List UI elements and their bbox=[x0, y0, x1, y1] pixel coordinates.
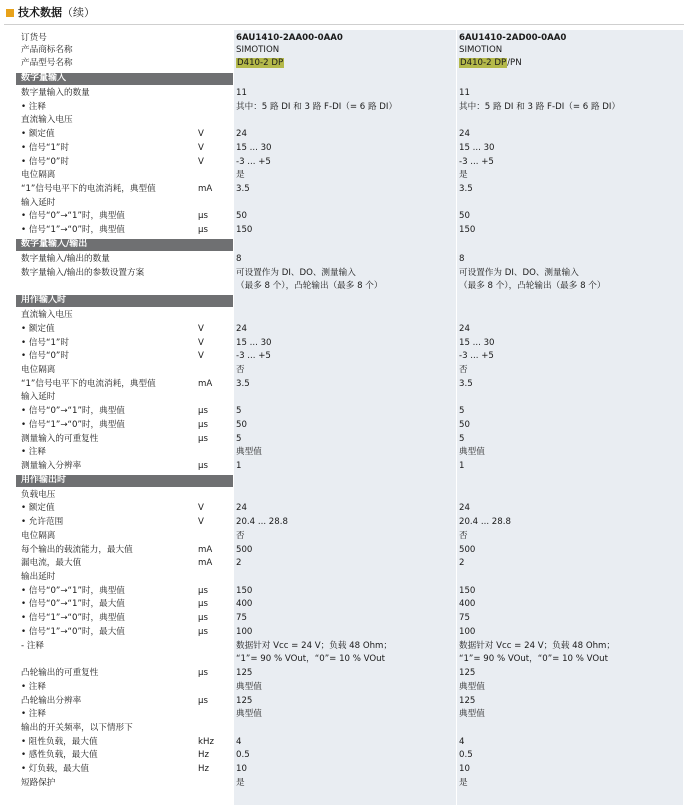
section-header bbox=[16, 294, 683, 308]
spec-value-col1: 100 bbox=[236, 626, 253, 637]
spec-label: • 信号“0”→“1”时，典型值 bbox=[21, 211, 125, 222]
spec-unit: μs bbox=[198, 613, 208, 624]
spec-label: • 信号“1”时 bbox=[21, 337, 69, 348]
spec-label: • 注释 bbox=[21, 101, 46, 112]
spec-label: 数字量输入/输出的数量 bbox=[21, 253, 110, 264]
spec-label: 电位隔离 bbox=[21, 530, 56, 541]
spec-value-col2: 50 bbox=[459, 211, 470, 222]
spec-value-col1: 24 bbox=[236, 503, 247, 514]
spec-value-col2: 11 bbox=[459, 88, 470, 98]
spec-value-col2: 数据针对 Vcc = 24 V；负载 48 Ohm； bbox=[459, 640, 616, 651]
spec-unit: V bbox=[198, 323, 204, 334]
spec-label: • 信号“1”→“0”时，典型值 bbox=[21, 419, 125, 430]
spec-value-col2: 50 bbox=[459, 419, 470, 430]
spec-unit: kHz bbox=[198, 736, 214, 747]
spec-label: • 信号“0”时 bbox=[21, 156, 69, 167]
spec-value-col1: 75 bbox=[236, 613, 247, 624]
spec-label: 输出的开关频率，以下情形下 bbox=[21, 722, 133, 733]
spec-value-col2: 150 bbox=[459, 585, 476, 596]
spec-value-col1: “1”= 90 % VOut，“0”= 10 % VOut bbox=[236, 654, 385, 665]
spec-value-col1: -3 ... +5 bbox=[236, 156, 271, 167]
spec-value-col2: 75 bbox=[459, 613, 470, 624]
spec-value-col2: 150 bbox=[459, 225, 476, 236]
col1-model-highlight: D410-2 DP bbox=[237, 58, 284, 68]
spec-value-col2: 其中：5 路 DI 和 3 路 F-DI（= 6 路 DI） bbox=[459, 101, 621, 112]
spec-unit: Hz bbox=[198, 750, 209, 761]
spec-label: 凸轮输出分辨率 bbox=[21, 695, 82, 706]
spec-value-col1: 10 bbox=[236, 764, 247, 775]
section-header bbox=[16, 474, 683, 488]
spec-value-col2: 400 bbox=[459, 599, 476, 610]
spec-label: 负载电压 bbox=[21, 489, 56, 500]
col2-order-number: 6AU1410-2AD00-0AA0 bbox=[459, 33, 567, 43]
spec-value-col2: “1”= 90 % VOut，“0”= 10 % VOut bbox=[459, 654, 608, 665]
page-title-suffix: （续） bbox=[62, 6, 95, 19]
model-name-label: 产品型号名称 bbox=[21, 58, 73, 68]
spec-unit: μs bbox=[198, 419, 208, 430]
section-header bbox=[16, 72, 683, 86]
spec-label: • 信号“0”→“1”时，典型值 bbox=[21, 406, 125, 417]
spec-unit: V bbox=[198, 142, 204, 153]
spec-label: 每个输出的载流能力，最大值 bbox=[21, 544, 133, 555]
spec-value-col1: 典型值 bbox=[236, 681, 262, 692]
spec-label: 输入延时 bbox=[21, 197, 56, 208]
spec-label: • 信号“1”→“0”时，典型值 bbox=[21, 613, 125, 624]
spec-value-col1: 20.4 ... 28.8 bbox=[236, 517, 288, 528]
section-header-label: 用作输出时 bbox=[21, 474, 67, 485]
page-title-main: 技术数据 bbox=[18, 6, 62, 19]
spec-value-col1: 可设置作为 DI、DO、测量输入 bbox=[236, 267, 356, 278]
spec-value-col1: 1 bbox=[236, 461, 242, 471]
spec-label: 凸轮输出的可重复性 bbox=[21, 668, 99, 679]
spec-label: 直流输入电压 bbox=[21, 115, 73, 126]
spec-value-col1: 其中：5 路 DI 和 3 路 F-DI（= 6 路 DI） bbox=[236, 101, 398, 112]
spec-unit: μs bbox=[198, 626, 208, 637]
spec-label: 数字量输入/输出的参数设置方案 bbox=[21, 267, 145, 278]
spec-value-col1: 400 bbox=[236, 599, 253, 610]
spec-value-col2: 否 bbox=[459, 364, 468, 375]
trade-name-label: 产品商标名称 bbox=[21, 45, 73, 55]
spec-value-col1: 3.5 bbox=[236, 184, 250, 195]
col2-model-highlight: D410-2 DP bbox=[460, 58, 507, 68]
spec-label: • 信号“1”时 bbox=[21, 142, 69, 153]
spec-value-col2: 是 bbox=[459, 777, 468, 788]
spec-label: • 注释 bbox=[21, 447, 46, 458]
spec-value-col1: （最多 8 个），凸轮输出（最多 8 个） bbox=[236, 281, 383, 292]
spec-value-col1: 4 bbox=[236, 736, 242, 747]
col2-model-name bbox=[459, 58, 522, 68]
spec-value-col1: 2 bbox=[236, 558, 242, 569]
spec-value-col2: 0.5 bbox=[459, 750, 473, 761]
spec-value-col2: 24 bbox=[459, 503, 470, 514]
spec-label: • 信号“1”→“0”时，最大值 bbox=[21, 626, 125, 637]
spec-value-col2: 1 bbox=[459, 461, 465, 471]
spec-unit: μs bbox=[198, 585, 208, 596]
spec-value-col2: 20.4 ... 28.8 bbox=[459, 517, 511, 528]
spec-value-col2: 125 bbox=[459, 695, 476, 706]
spec-value-col1: 否 bbox=[236, 530, 245, 541]
spec-value-col1: 24 bbox=[236, 129, 247, 140]
spec-value-col2: 125 bbox=[459, 668, 476, 679]
spec-label: “1”信号电平下的电流消耗，典型值 bbox=[21, 184, 156, 195]
section-header-label: 用作输入时 bbox=[21, 295, 67, 306]
spec-value-col1: 否 bbox=[236, 364, 245, 375]
spec-value-col1: 500 bbox=[236, 544, 253, 555]
spec-label: 测量输入的可重复性 bbox=[21, 433, 99, 444]
spec-value-col1: 15 ... 30 bbox=[236, 337, 272, 348]
spec-label: 输入延时 bbox=[21, 392, 56, 403]
spec-unit: mA bbox=[198, 378, 213, 389]
section-header-label: 数字量输入 bbox=[21, 73, 67, 83]
spec-value-col2: 15 ... 30 bbox=[459, 142, 495, 153]
spec-label: • 注释 bbox=[21, 709, 46, 720]
spec-label: 输出延时 bbox=[21, 572, 56, 583]
spec-value-col1: 125 bbox=[236, 668, 253, 679]
spec-value-col2: 是 bbox=[459, 170, 468, 181]
spec-value-col2: -3 ... +5 bbox=[459, 156, 494, 167]
spec-value-col2: 否 bbox=[459, 530, 468, 541]
spec-value-col2: （最多 8 个），凸轮输出（最多 8 个） bbox=[459, 281, 606, 292]
spec-unit: μs bbox=[198, 695, 208, 706]
spec-label: “1”信号电平下的电流消耗，典型值 bbox=[21, 378, 156, 389]
spec-label: • 灯负载，最大值 bbox=[21, 764, 89, 775]
spec-label: • 额定值 bbox=[21, 503, 55, 514]
section-header-label: 数字量输入/输出 bbox=[21, 238, 88, 249]
col1-model-name bbox=[236, 58, 284, 68]
spec-label: 电位隔离 bbox=[21, 170, 56, 181]
spec-label: • 额定值 bbox=[21, 323, 55, 334]
spec-value-col2: 3.5 bbox=[459, 184, 473, 195]
spec-value-col1: 典型值 bbox=[236, 709, 262, 720]
spec-unit: μs bbox=[198, 461, 208, 471]
spec-value-col2: 5 bbox=[459, 406, 465, 417]
col1-trade-name: SIMOTION bbox=[236, 45, 280, 55]
spec-value-col1: 24 bbox=[236, 323, 247, 334]
spec-label: 短路保护 bbox=[21, 777, 56, 788]
spec-label: 漏电流，最大值 bbox=[21, 558, 82, 569]
spec-value-col1: 50 bbox=[236, 211, 247, 222]
spec-value-col1: 5 bbox=[236, 406, 242, 417]
col1-order-number: 6AU1410-2AA00-0AA0 bbox=[236, 33, 343, 43]
spec-label: • 允许范围 bbox=[21, 517, 64, 528]
spec-label: • 阻性负载，最大值 bbox=[21, 736, 98, 747]
spec-value-col2: 典型值 bbox=[459, 681, 485, 692]
spec-label: 直流输入电压 bbox=[21, 310, 73, 321]
spec-value-col1: 15 ... 30 bbox=[236, 142, 272, 153]
spec-value-col1: 11 bbox=[236, 88, 247, 98]
spec-value-col2: 典型值 bbox=[459, 709, 485, 720]
section-header bbox=[16, 238, 683, 252]
spec-value-col2: 10 bbox=[459, 764, 470, 775]
spec-label: • 信号“1”→“0”时，典型值 bbox=[21, 225, 125, 236]
spec-value-col2: 4 bbox=[459, 736, 465, 747]
spec-value-col1: 典型值 bbox=[236, 447, 262, 458]
spec-unit: μs bbox=[198, 225, 208, 236]
spec-unit: mA bbox=[198, 558, 213, 569]
spec-value-col1: 150 bbox=[236, 585, 253, 596]
spec-unit: μs bbox=[198, 433, 208, 444]
spec-value-col2: 3.5 bbox=[459, 378, 473, 389]
spec-value-col2: 15 ... 30 bbox=[459, 337, 495, 348]
spec-value-col1: 150 bbox=[236, 225, 253, 236]
spec-value-col2: 5 bbox=[459, 433, 465, 444]
spec-value-col2: 2 bbox=[459, 558, 465, 569]
col2-trade-name: SIMOTION bbox=[459, 45, 503, 55]
spec-value-col2: 500 bbox=[459, 544, 476, 555]
spec-unit: mA bbox=[198, 184, 213, 195]
spec-unit: μs bbox=[198, 668, 208, 679]
spec-unit: Hz bbox=[198, 764, 209, 775]
spec-value-col2: 可设置作为 DI、DO、测量输入 bbox=[459, 267, 579, 278]
col2-model-suffix: /PN bbox=[507, 58, 522, 68]
spec-label: • 信号“0”→“1”时，最大值 bbox=[21, 599, 125, 610]
spec-unit: V bbox=[198, 129, 204, 140]
spec-label: • 注释 bbox=[21, 681, 46, 692]
spec-value-col1: 8 bbox=[236, 253, 242, 264]
spec-unit: V bbox=[198, 503, 204, 514]
spec-unit: μs bbox=[198, 211, 208, 222]
order-number-label: 订货号 bbox=[21, 33, 47, 43]
spec-unit: V bbox=[198, 517, 204, 528]
spec-unit: V bbox=[198, 351, 204, 362]
spec-value-col2: -3 ... +5 bbox=[459, 351, 494, 362]
spec-label: 数字量输入的数量 bbox=[21, 88, 90, 98]
spec-value-col1: 50 bbox=[236, 419, 247, 430]
spec-value-col1: 125 bbox=[236, 695, 253, 706]
spec-value-col2: 24 bbox=[459, 323, 470, 334]
spec-value-col1: 是 bbox=[236, 170, 245, 181]
spec-value-col2: 8 bbox=[459, 253, 465, 264]
spec-unit: μs bbox=[198, 599, 208, 610]
spec-value-col1: 数据针对 Vcc = 24 V；负载 48 Ohm； bbox=[236, 640, 393, 651]
spec-label: 测量输入分辨率 bbox=[21, 461, 82, 471]
spec-label: • 信号“0”→“1”时，典型值 bbox=[21, 585, 125, 596]
spec-label: - 注释 bbox=[21, 640, 45, 651]
spec-value-col1: -3 ... +5 bbox=[236, 351, 271, 362]
spec-unit: mA bbox=[198, 544, 213, 555]
spec-value-col1: 3.5 bbox=[236, 378, 250, 389]
spec-value-col1: 0.5 bbox=[236, 750, 250, 761]
spec-value-col2: 100 bbox=[459, 626, 476, 637]
spec-value-col2: 24 bbox=[459, 129, 470, 140]
spec-label: • 额定值 bbox=[21, 129, 55, 140]
spec-value-col1: 是 bbox=[236, 777, 245, 788]
spec-label: • 信号“0”时 bbox=[21, 351, 69, 362]
spec-unit: μs bbox=[198, 406, 208, 417]
spec-unit: V bbox=[198, 156, 204, 167]
spec-value-col1: 5 bbox=[236, 433, 242, 444]
spec-label: • 感性负载，最大值 bbox=[21, 750, 98, 761]
spec-value-col2: 典型值 bbox=[459, 447, 485, 458]
spec-label: 电位隔离 bbox=[21, 364, 56, 375]
spec-unit: V bbox=[198, 337, 204, 348]
